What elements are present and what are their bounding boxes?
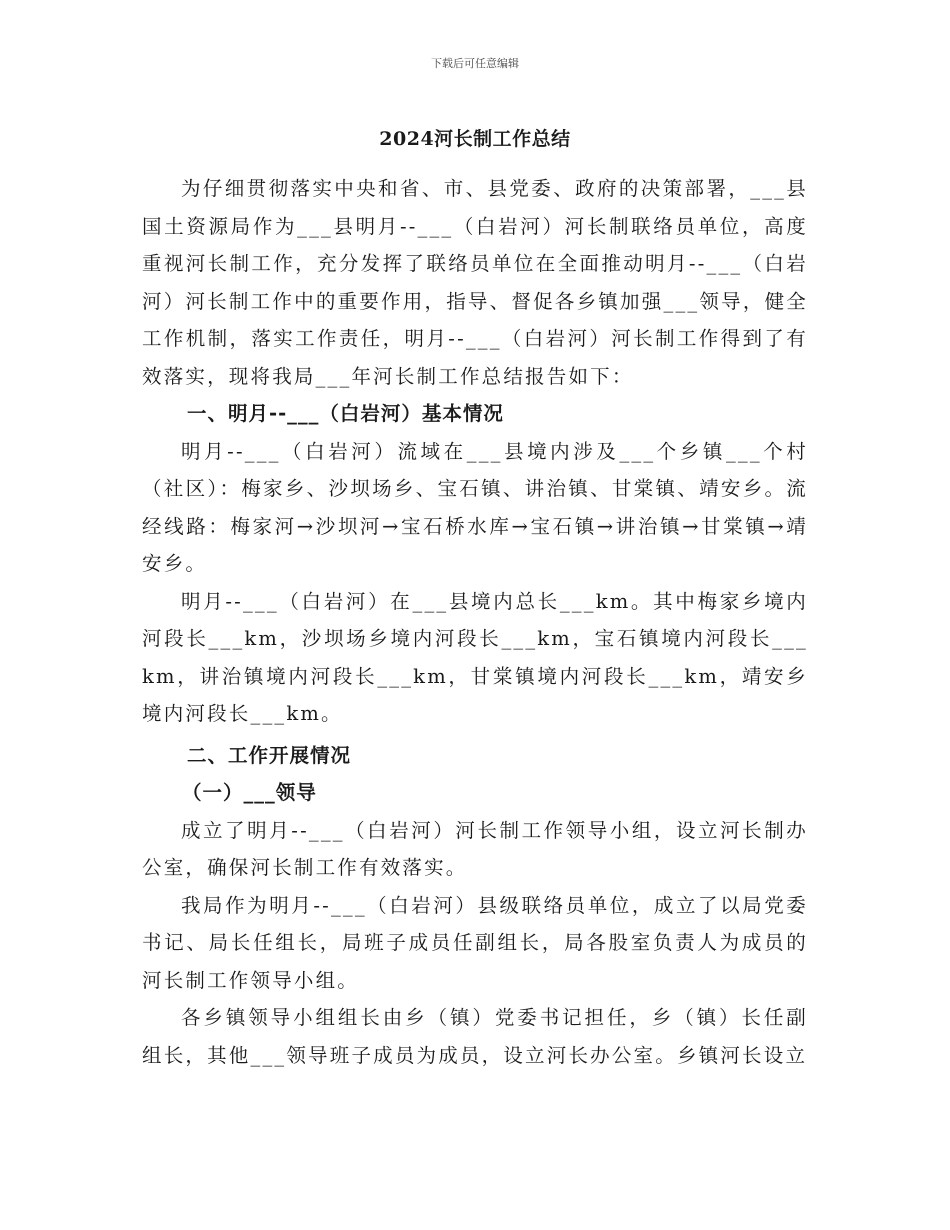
header-note: 下载后可任意编辑 <box>431 57 519 70</box>
section-2-heading: 二、工作开展情况 <box>187 743 352 767</box>
document-title: 2024河长制工作总结 <box>379 128 571 150</box>
subsection-1-heading: （一）___领导 <box>182 781 317 804</box>
intro-paragraph: 为仔细贯彻落实中央和省、市、县党委、政府的决策部署，___县国土资源局作为___县明月--___（白岩河）河长制联络员单位，高度重视河长制工作，充分发挥了联络员单位在全面推动明月--___（白岩河）河长制工作中的重要作用，指导、督促各乡镇加强___领导，健全工作机制，落实工作责任，明月--___（白岩河）河长制工作得到了有效落实，现将我局___年河长制工作总结报告如下： <box>142 177 808 388</box>
section-1-heading: 一、明月--___（白岩河）基本情况 <box>187 402 504 425</box>
section-2-paragraph-3: 各乡镇领导小组组长由乡（镇）党委书记担任，乡（镇）长任副组长，其他___领导班子成员为成员，设立河长办公室。乡镇河长设立 <box>142 1006 808 1067</box>
document-body <box>142 170 808 1074</box>
section-2-paragraph-2: 我局作为明月--___（白岩河）县级联络员单位，成立了以局党委书记、局长任组长，局班子成员任副组长，局各股室负责人为成员的河长制工作领导小组。 <box>142 893 808 992</box>
section-1-paragraph-1: 明月--___（白岩河）流域在___县境内涉及___个乡镇___个村（社区）：梅家乡、沙坝场乡、宝石镇、讲治镇、甘棠镇、靖安乡。流经线路：梅家河→沙坝河→宝石桥水库→宝石镇→讲治镇→甘棠镇→靖安乡。 <box>142 439 808 575</box>
section-2-paragraph-1: 成立了明月--___（白岩河）河长制工作领导小组，设立河长制办公室，确保河长制工作有效落实。 <box>142 818 808 879</box>
section-1-paragraph-2: 明月--___（白岩河）在___县境内总长___km。其中梅家乡境内河段长___km，沙坝场乡境内河段长___km，宝石镇境内河段长___km，讲治镇境内河段长___km，甘棠镇境内河段长___km，靖安乡境内河段长___km。 <box>142 589 808 725</box>
